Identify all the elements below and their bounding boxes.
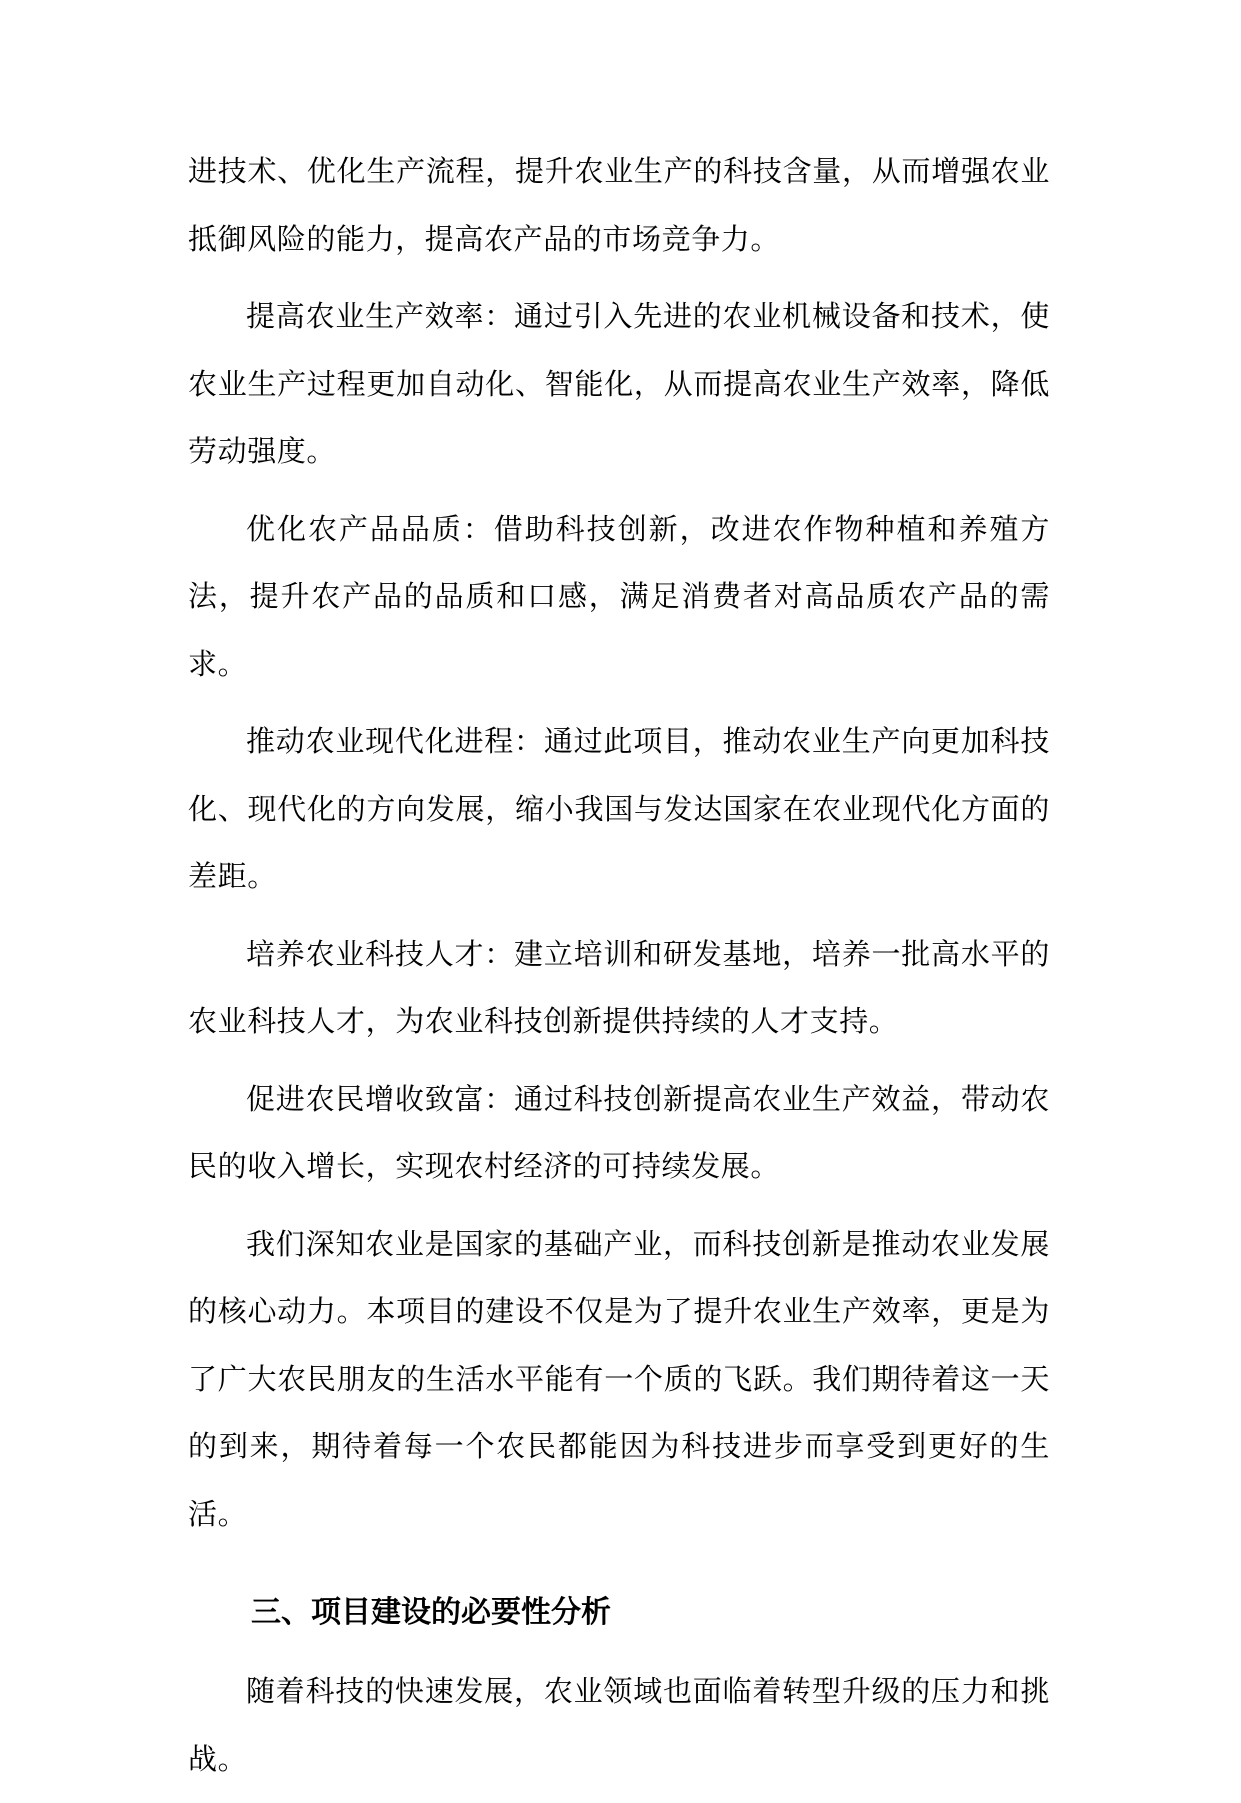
document-body — [188, 138, 1050, 1803]
section-heading: 三、项目建设的必要性分析 — [251, 1595, 611, 1630]
paragraph-income: 促进农民增收致富：通过科技创新提高农业生产效益，带动农民的收入增长，实现农村经济的可持续发展。 — [188, 1081, 1050, 1183]
paragraph-summary: 我们深知农业是国家的基础产业，而科技创新是推动农业发展的核心动力。本项目的建设不仅是为了提升农业生产效率，更是为了广大农民朋友的生活水平能有一个质的飞跃。我们期待着这一天的到来，期待着每一个农民都能因为科技进步而享受到更好的生活。 — [188, 1226, 1050, 1531]
paragraph-continued: 进技术、优化生产流程，提升农业生产的科技含量，从而增强农业抵御风险的能力，提高农产品的市场竞争力。 — [188, 154, 1050, 256]
paragraph-modernization: 推动农业现代化进程：通过此项目，推动农业生产向更加科技化、现代化的方向发展，缩小我国与发达国家在农业现代化方面的差距。 — [188, 724, 1050, 893]
paragraph-quality: 优化农产品品质：借助科技创新，改进农作物种植和养殖方法，提升农产品的品质和口感，满足消费者对高品质农产品的需求。 — [188, 511, 1050, 681]
paragraph-section-intro: 随着科技的快速发展，农业领域也面临着转型升级的压力和挑战。 — [188, 1674, 1050, 1776]
paragraph-talent: 培养农业科技人才：建立培训和研发基地，培养一批高水平的农业科技人才，为农业科技创新提供持续的人才支持。 — [188, 936, 1050, 1038]
paragraph-efficiency: 提高农业生产效率：通过引入先进的农业机械设备和技术，使农业生产过程更加自动化、智能化，从而提高农业生产效率，降低劳动强度。 — [188, 299, 1050, 468]
